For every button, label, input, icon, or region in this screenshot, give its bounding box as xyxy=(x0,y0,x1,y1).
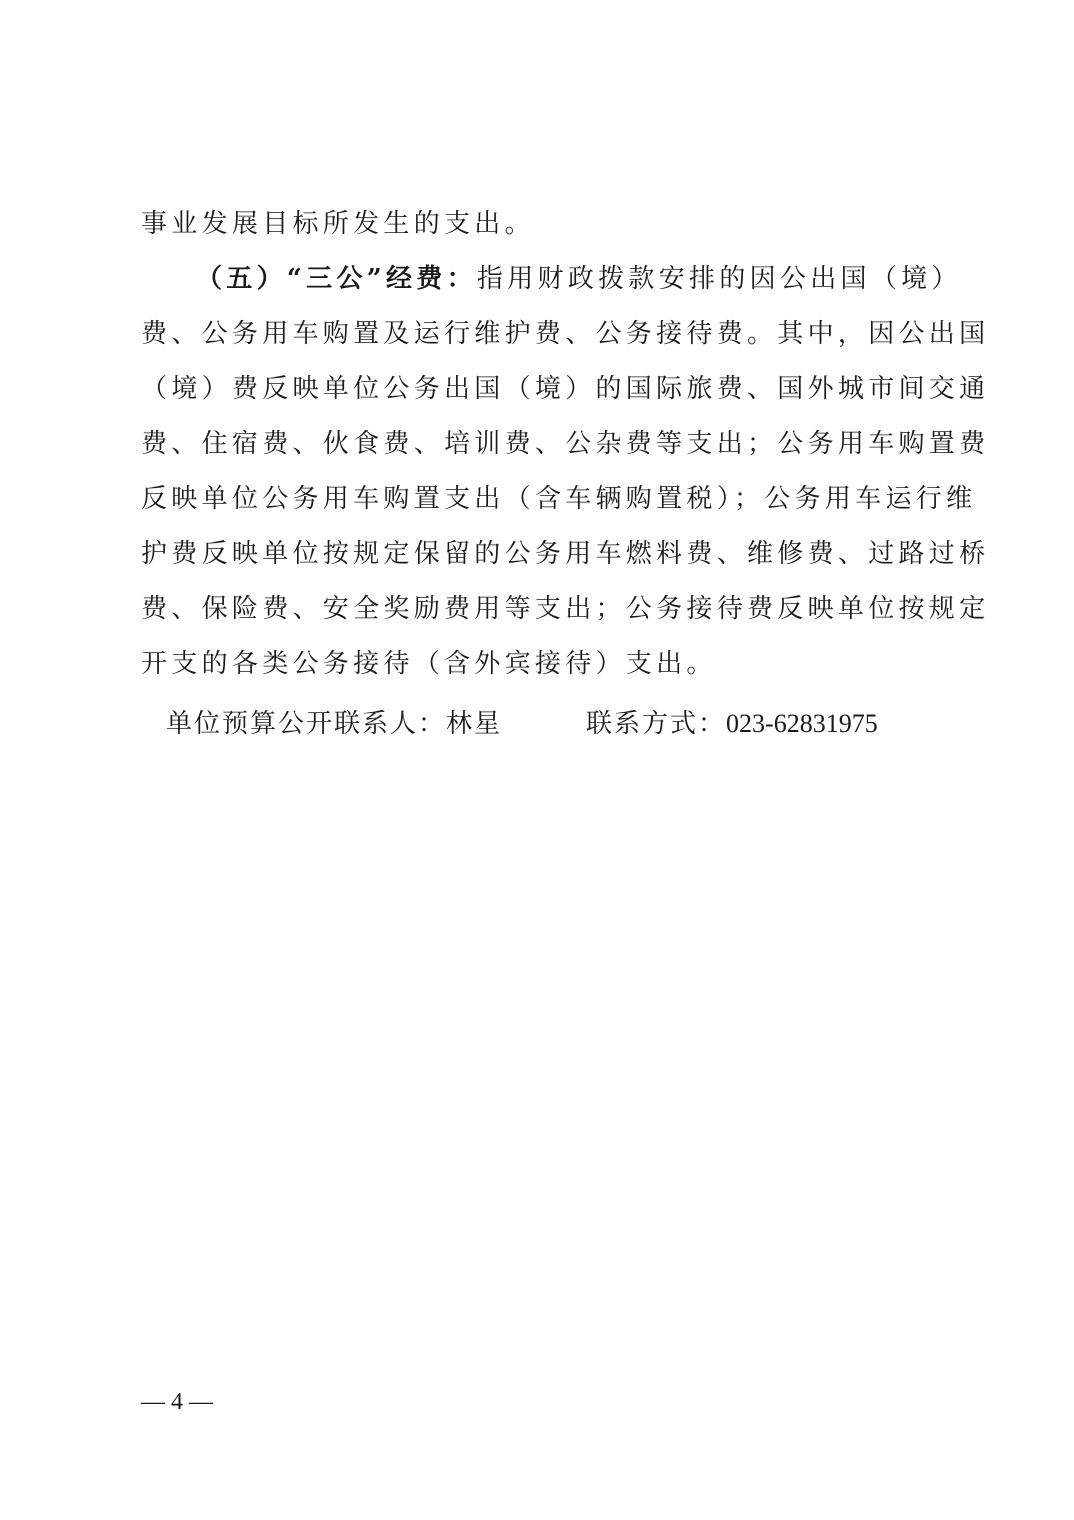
paragraph-line-5: 费、住宿费、伙食费、培训费、公杂费等支出；公务用车购置费 xyxy=(141,429,990,459)
paragraph-line-7: 护费反映单位按规定保留的公务用车燃料费、维修费、过路过桥 xyxy=(141,539,990,569)
section-five-line-1 xyxy=(196,261,962,297)
section-heading: （五）“三公”经费： xyxy=(196,264,477,294)
page-number: — 4 — xyxy=(141,1389,213,1415)
contact-phone-label: 联系方式： xyxy=(586,709,727,739)
contact-person: 单位预算公开联系人：林星 xyxy=(166,709,503,739)
section-text: 指用财政拨款安排的因公出国（境） xyxy=(476,264,962,294)
contact-line xyxy=(166,706,878,742)
contact-phone: 023-62831975 xyxy=(726,709,878,738)
paragraph-line-9: 开支的各类公务接待（含外宾接待）支出。 xyxy=(141,649,717,679)
paragraph-line-3: 费、公务用车购置及运行维护费、公务接待费。其中，因公出国 xyxy=(141,319,990,349)
paragraph-line-1: 事业发展目标所发生的支出。 xyxy=(141,209,535,239)
paragraph-line-8: 费、保险费、安全奖励费用等支出；公务接待费反映单位按规定 xyxy=(141,594,990,624)
paragraph-line-4: （境）费反映单位公务出国（境）的国际旅费、国外城市间交通 xyxy=(141,374,990,404)
paragraph-line-6: 反映单位公务用车购置支出（含车辆购置税）；公务用车运行维 xyxy=(141,484,977,514)
